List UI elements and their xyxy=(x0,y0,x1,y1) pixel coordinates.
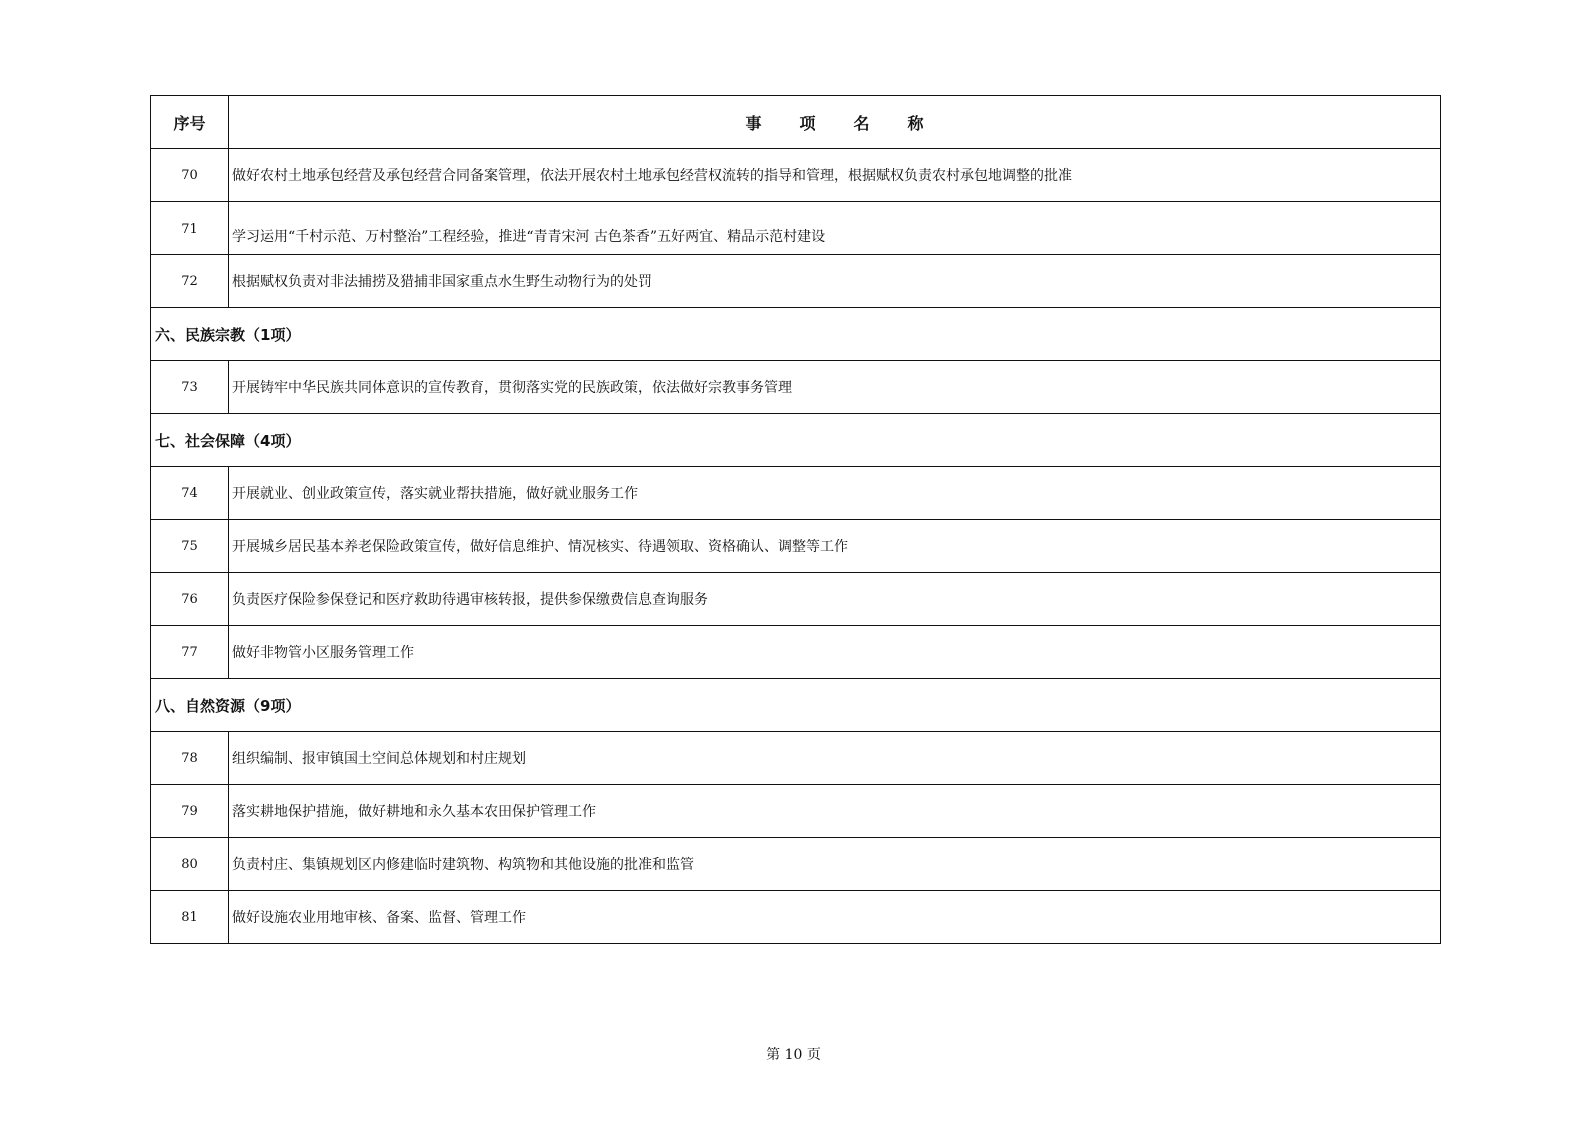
section-row xyxy=(151,414,1441,467)
row-text: 开展城乡居民基本养老保险政策宣传，做好信息维护、情况核实、待遇领取、资格确认、调整等工作 xyxy=(229,520,1441,573)
row-text: 学习运用“千村示范、万村整治”工程经验，推进“青青宋河 古色茶香”五好两宜、精品示范村建设 xyxy=(229,202,1441,255)
table-row xyxy=(151,785,1441,838)
header-serial-number: 序号 xyxy=(151,96,229,149)
row-text: 开展就业、创业政策宣传，落实就业帮扶措施，做好就业服务工作 xyxy=(229,467,1441,520)
row-text: 负责医疗保险参保登记和医疗救助待遇审核转报，提供参保缴费信息查询服务 xyxy=(229,573,1441,626)
table-row xyxy=(151,573,1441,626)
row-number: 73 xyxy=(151,361,229,414)
row-number: 80 xyxy=(151,838,229,891)
row-number: 72 xyxy=(151,255,229,308)
section-heading: 八、自然资源（9项） xyxy=(151,679,1441,732)
row-text: 负责村庄、集镇规划区内修建临时建筑物、构筑物和其他设施的批准和监管 xyxy=(229,838,1441,891)
row-text: 根据赋权负责对非法捕捞及猎捕非国家重点水生野生动物行为的处罚 xyxy=(229,255,1441,308)
section-heading: 七、社会保障（4项） xyxy=(151,414,1441,467)
row-text: 做好农村土地承包经营及承包经营合同备案管理，依法开展农村土地承包经营权流转的指导和管理，根据赋权负责农村承包地调整的批准 xyxy=(229,149,1441,202)
row-text: 落实耕地保护措施，做好耕地和永久基本农田保护管理工作 xyxy=(229,785,1441,838)
row-number: 71 xyxy=(151,202,229,255)
table-row xyxy=(151,891,1441,944)
section-heading: 六、民族宗教（1项） xyxy=(151,308,1441,361)
table-row xyxy=(151,149,1441,202)
row-number: 75 xyxy=(151,520,229,573)
page-number: 第 10 页 xyxy=(766,1047,821,1063)
row-text: 开展铸牢中华民族共同体意识的宣传教育，贯彻落实党的民族政策，依法做好宗教事务管理 xyxy=(229,361,1441,414)
header-matter-name xyxy=(229,96,1441,149)
table-row xyxy=(151,838,1441,891)
row-text: 做好设施农业用地审核、备案、监督、管理工作 xyxy=(229,891,1441,944)
row-number: 81 xyxy=(151,891,229,944)
row-number: 76 xyxy=(151,573,229,626)
table-row xyxy=(151,626,1441,679)
section-row xyxy=(151,679,1441,732)
header-matter-name-text: 事项名称 xyxy=(745,113,962,133)
table-header-row xyxy=(151,96,1441,149)
section-row xyxy=(151,308,1441,361)
row-number: 74 xyxy=(151,467,229,520)
matters-table xyxy=(150,95,1441,944)
table-row xyxy=(151,520,1441,573)
row-number: 78 xyxy=(151,732,229,785)
table-row xyxy=(151,467,1441,520)
row-number: 70 xyxy=(151,149,229,202)
table-row xyxy=(151,361,1441,414)
row-number: 79 xyxy=(151,785,229,838)
row-text: 做好非物管小区服务管理工作 xyxy=(229,626,1441,679)
table-row xyxy=(151,732,1441,785)
row-number: 77 xyxy=(151,626,229,679)
table-row xyxy=(151,255,1441,308)
row-text: 组织编制、报审镇国土空间总体规划和村庄规划 xyxy=(229,732,1441,785)
table-row xyxy=(151,202,1441,255)
